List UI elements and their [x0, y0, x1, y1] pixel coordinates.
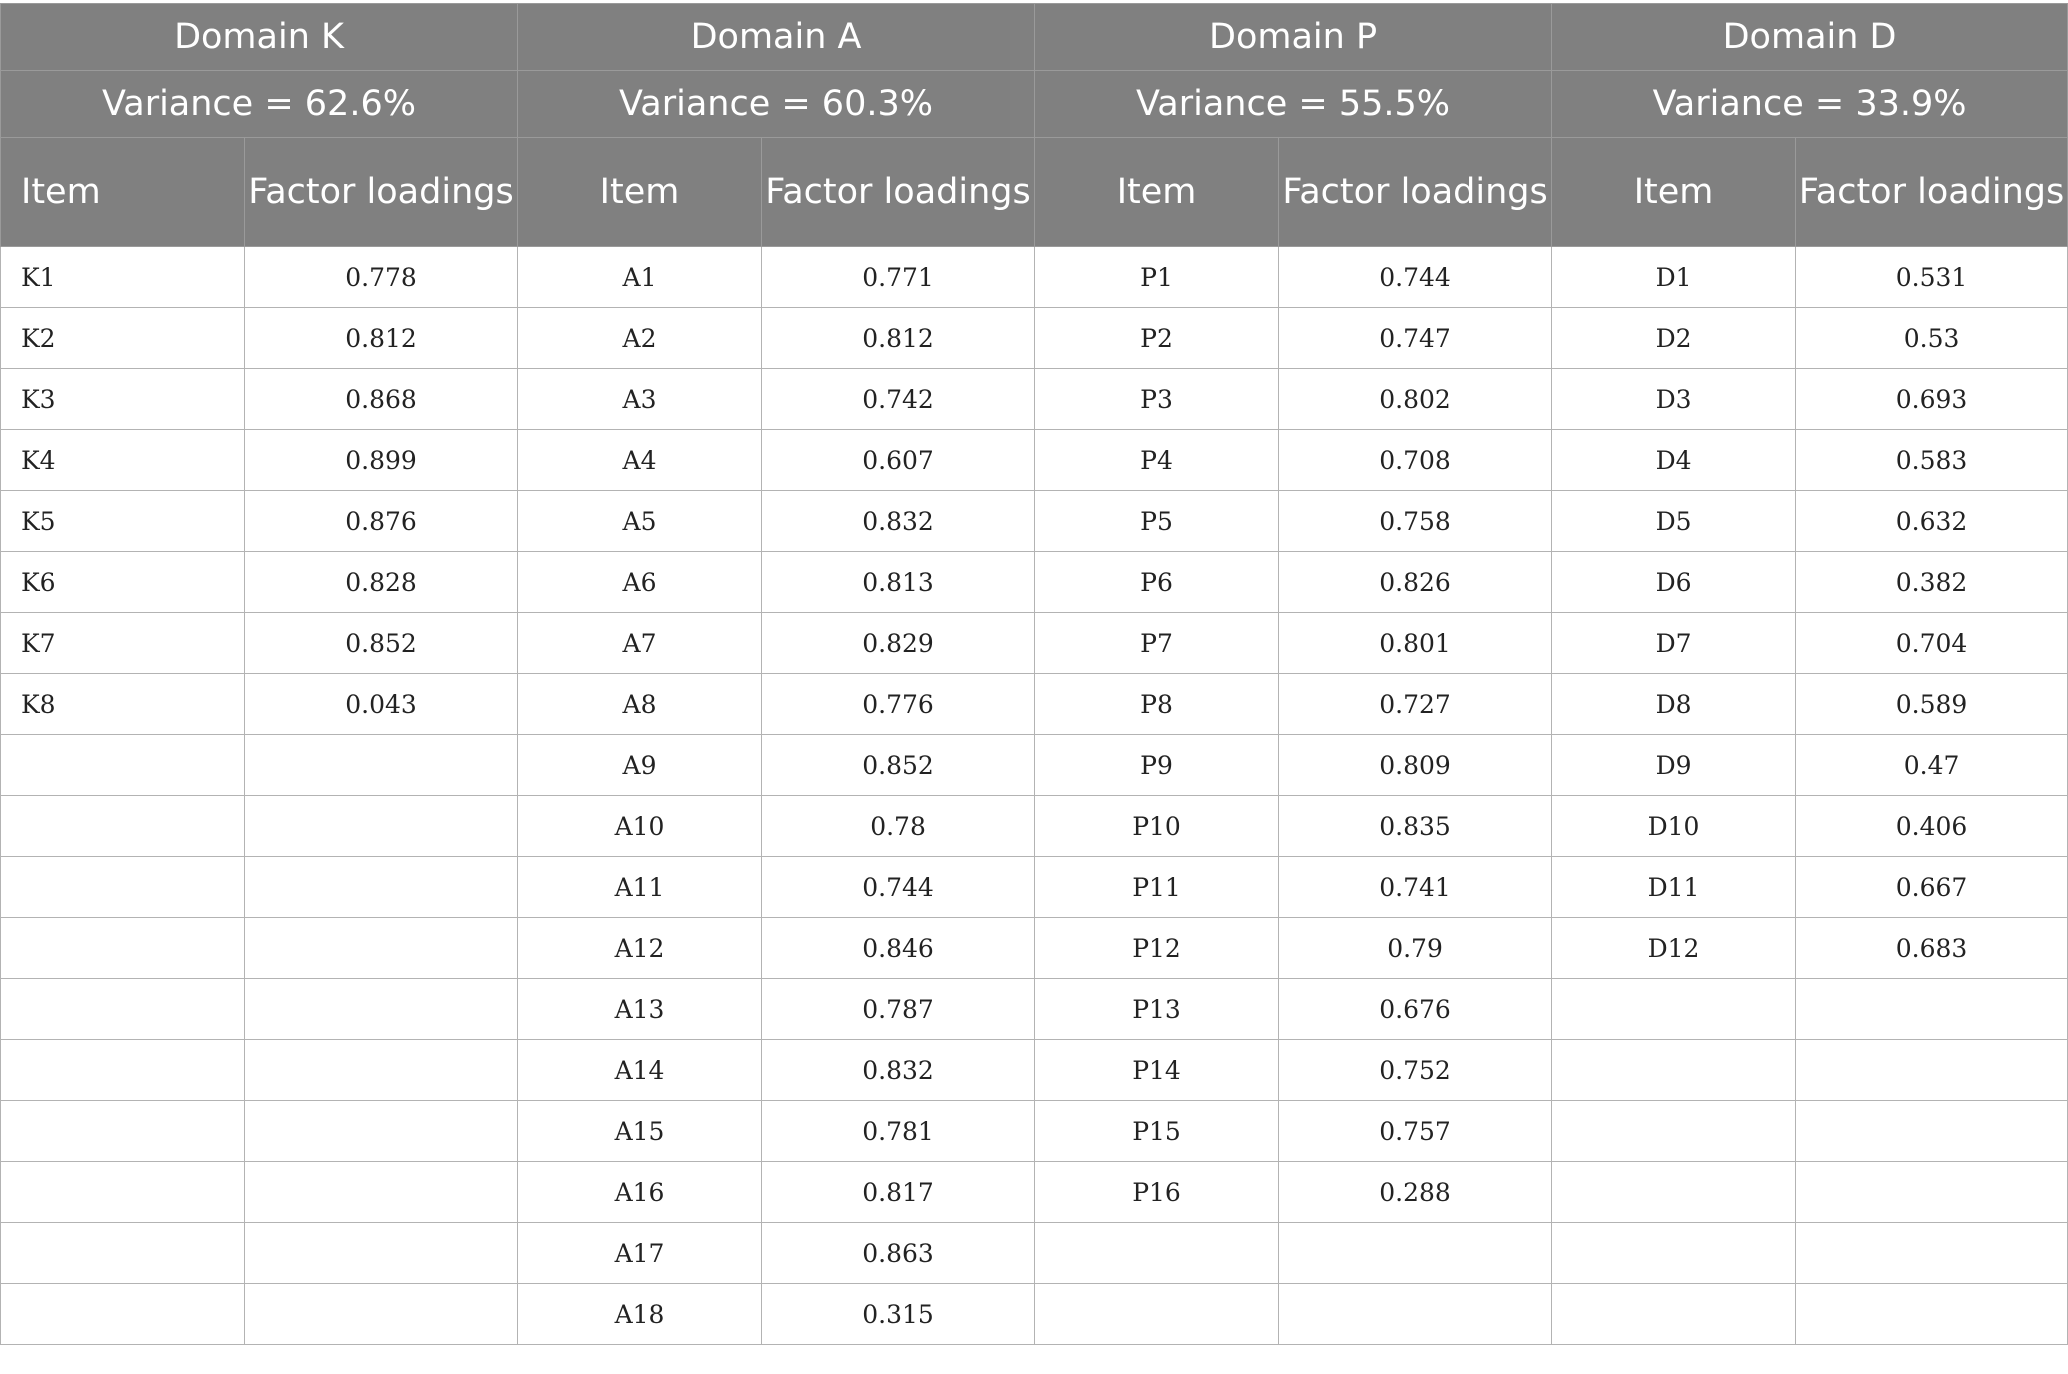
item-cell: D3: [1552, 369, 1796, 430]
item-cell: [1, 918, 245, 979]
item-cell: D11: [1552, 857, 1796, 918]
item-cell: [1035, 1223, 1279, 1284]
item-cell: A10: [518, 796, 762, 857]
item-cell: A12: [518, 918, 762, 979]
table-row: [1, 1101, 2068, 1162]
table-row: [1, 552, 2068, 613]
item-cell: K4: [1, 430, 245, 491]
column-header-item: Item: [518, 138, 762, 247]
item-cell: A2: [518, 308, 762, 369]
item-cell: K8: [1, 674, 245, 735]
factor-loading-cell: 0.667: [1796, 857, 2068, 918]
table-row: [1, 1040, 2068, 1101]
column-header-item: Item: [1, 138, 245, 247]
factor-loading-cell: [245, 918, 518, 979]
factor-loading-cell: 0.778: [245, 247, 518, 308]
factor-loading-cell: 0.809: [1279, 735, 1552, 796]
factor-loading-cell: [1796, 1223, 2068, 1284]
factor-loading-cell: [245, 1101, 518, 1162]
factor-loading-cell: 0.802: [1279, 369, 1552, 430]
factor-loading-cell: 0.741: [1279, 857, 1552, 918]
item-cell: P3: [1035, 369, 1279, 430]
factor-loading-cell: [1796, 1284, 2068, 1345]
factor-loading-cell: 0.813: [762, 552, 1035, 613]
factor-loading-cell: 0.589: [1796, 674, 2068, 735]
item-cell: A17: [518, 1223, 762, 1284]
table-row: [1, 735, 2068, 796]
factor-loading-cell: 0.832: [762, 491, 1035, 552]
factor-loading-cell: [245, 979, 518, 1040]
item-cell: P10: [1035, 796, 1279, 857]
factor-loading-cell: 0.752: [1279, 1040, 1552, 1101]
factor-loading-cell: [1796, 1101, 2068, 1162]
factor-loading-cell: 0.382: [1796, 552, 2068, 613]
item-cell: D4: [1552, 430, 1796, 491]
factor-loading-cell: 0.812: [762, 308, 1035, 369]
factor-loading-cell: 0.771: [762, 247, 1035, 308]
column-header-item: Item: [1035, 138, 1279, 247]
item-cell: A6: [518, 552, 762, 613]
item-cell: [1552, 1162, 1796, 1223]
item-cell: P16: [1035, 1162, 1279, 1223]
item-cell: K2: [1, 308, 245, 369]
factor-loading-cell: [245, 735, 518, 796]
item-cell: P2: [1035, 308, 1279, 369]
domain-d-variance: Variance = 33.9%: [1552, 71, 2068, 138]
item-cell: A11: [518, 857, 762, 918]
item-cell: K6: [1, 552, 245, 613]
table-row: [1, 430, 2068, 491]
factor-loading-cell: 0.781: [762, 1101, 1035, 1162]
factor-loading-cell: 0.53: [1796, 308, 2068, 369]
item-cell: [1, 1101, 245, 1162]
domain-k-variance: Variance = 62.6%: [1, 71, 518, 138]
factor-loading-cell: 0.758: [1279, 491, 1552, 552]
factor-loading-cell: 0.693: [1796, 369, 2068, 430]
factor-loading-cell: [1279, 1223, 1552, 1284]
factor-loading-cell: [245, 1040, 518, 1101]
item-cell: A16: [518, 1162, 762, 1223]
factor-loading-cell: 0.787: [762, 979, 1035, 1040]
item-cell: [1, 735, 245, 796]
item-cell: P13: [1035, 979, 1279, 1040]
item-cell: [1552, 979, 1796, 1040]
table-row: [1, 918, 2068, 979]
factor-loading-cell: 0.846: [762, 918, 1035, 979]
factor-loading-cell: 0.79: [1279, 918, 1552, 979]
item-cell: P12: [1035, 918, 1279, 979]
domain-p-title: Domain P: [1035, 4, 1552, 71]
factor-loading-cell: 0.043: [245, 674, 518, 735]
factor-loading-cell: 0.817: [762, 1162, 1035, 1223]
item-cell: [1552, 1101, 1796, 1162]
table-row: [1, 247, 2068, 308]
item-cell: D9: [1552, 735, 1796, 796]
item-cell: K1: [1, 247, 245, 308]
factor-loading-cell: [245, 1223, 518, 1284]
item-cell: D1: [1552, 247, 1796, 308]
table-row: [1, 796, 2068, 857]
item-cell: A18: [518, 1284, 762, 1345]
factor-loading-cell: 0.776: [762, 674, 1035, 735]
item-cell: A14: [518, 1040, 762, 1101]
factor-loading-cell: 0.607: [762, 430, 1035, 491]
table-row: [1, 979, 2068, 1040]
item-cell: P14: [1035, 1040, 1279, 1101]
table-row: [1, 857, 2068, 918]
factor-loading-cell: 0.708: [1279, 430, 1552, 491]
factor-loading-cell: 0.835: [1279, 796, 1552, 857]
factor-loading-cell: 0.742: [762, 369, 1035, 430]
item-cell: A3: [518, 369, 762, 430]
table-body: [1, 247, 2068, 1345]
table-row: [1, 1223, 2068, 1284]
factor-loading-cell: 0.852: [245, 613, 518, 674]
factor-loading-cell: 0.288: [1279, 1162, 1552, 1223]
factor-loading-cell: 0.757: [1279, 1101, 1552, 1162]
factor-loading-cell: 0.727: [1279, 674, 1552, 735]
factor-loading-cell: 0.828: [245, 552, 518, 613]
factor-loading-cell: 0.744: [1279, 247, 1552, 308]
item-cell: P8: [1035, 674, 1279, 735]
item-cell: D12: [1552, 918, 1796, 979]
factor-loading-cell: 0.812: [245, 308, 518, 369]
factor-loading-cell: 0.744: [762, 857, 1035, 918]
factor-loading-cell: 0.531: [1796, 247, 2068, 308]
item-cell: P4: [1035, 430, 1279, 491]
column-header-factor-loadings: Factor loadings: [1796, 138, 2068, 247]
factor-loading-cell: 0.704: [1796, 613, 2068, 674]
item-cell: K5: [1, 491, 245, 552]
factor-loading-cell: [1796, 1040, 2068, 1101]
item-cell: P11: [1035, 857, 1279, 918]
item-cell: D2: [1552, 308, 1796, 369]
domain-a-variance: Variance = 60.3%: [518, 71, 1035, 138]
item-cell: D5: [1552, 491, 1796, 552]
item-cell: D6: [1552, 552, 1796, 613]
factor-loading-cell: 0.683: [1796, 918, 2068, 979]
variance-header-row: [1, 71, 2068, 138]
item-cell: D7: [1552, 613, 1796, 674]
table-row: [1, 369, 2068, 430]
item-cell: P6: [1035, 552, 1279, 613]
domain-p-variance: Variance = 55.5%: [1035, 71, 1552, 138]
factor-loading-cell: 0.676: [1279, 979, 1552, 1040]
item-cell: A8: [518, 674, 762, 735]
factor-loading-cell: [245, 1162, 518, 1223]
table-row: [1, 1284, 2068, 1345]
item-cell: [1, 1162, 245, 1223]
column-header-factor-loadings: Factor loadings: [762, 138, 1035, 247]
item-cell: A9: [518, 735, 762, 796]
factor-loading-cell: [1796, 1162, 2068, 1223]
item-cell: [1, 1223, 245, 1284]
item-cell: A13: [518, 979, 762, 1040]
factor-loading-cell: 0.406: [1796, 796, 2068, 857]
item-cell: [1035, 1284, 1279, 1345]
factor-loading-cell: 0.863: [762, 1223, 1035, 1284]
table-row: [1, 308, 2068, 369]
item-cell: [1, 1040, 245, 1101]
factor-loading-cell: 0.747: [1279, 308, 1552, 369]
factor-loading-cell: 0.868: [245, 369, 518, 430]
item-cell: P15: [1035, 1101, 1279, 1162]
factor-loading-cell: 0.852: [762, 735, 1035, 796]
domain-k-title: Domain K: [1, 4, 518, 71]
item-cell: [1552, 1040, 1796, 1101]
item-cell: P9: [1035, 735, 1279, 796]
item-cell: P7: [1035, 613, 1279, 674]
factor-loading-cell: 0.801: [1279, 613, 1552, 674]
table-row: [1, 674, 2068, 735]
column-header-row: [1, 138, 2068, 247]
item-cell: [1, 796, 245, 857]
factor-loadings-table: [0, 3, 2068, 1345]
item-cell: [1, 979, 245, 1040]
item-cell: [1552, 1223, 1796, 1284]
factor-loading-cell: 0.632: [1796, 491, 2068, 552]
item-cell: K7: [1, 613, 245, 674]
item-cell: D8: [1552, 674, 1796, 735]
item-cell: [1, 1284, 245, 1345]
column-header-factor-loadings: Factor loadings: [1279, 138, 1552, 247]
item-cell: A15: [518, 1101, 762, 1162]
item-cell: D10: [1552, 796, 1796, 857]
factor-loading-cell: 0.47: [1796, 735, 2068, 796]
factor-loading-cell: [245, 796, 518, 857]
item-cell: P1: [1035, 247, 1279, 308]
table-row: [1, 613, 2068, 674]
item-cell: [1, 857, 245, 918]
factor-loading-cell: 0.826: [1279, 552, 1552, 613]
column-header-factor-loadings: Factor loadings: [245, 138, 518, 247]
item-cell: A1: [518, 247, 762, 308]
item-cell: A7: [518, 613, 762, 674]
factor-loading-cell: [245, 1284, 518, 1345]
factor-loading-cell: [1279, 1284, 1552, 1345]
factor-loading-cell: 0.832: [762, 1040, 1035, 1101]
domain-header-row: [1, 4, 2068, 71]
domain-a-title: Domain A: [518, 4, 1035, 71]
factor-loading-cell: 0.78: [762, 796, 1035, 857]
factor-loading-cell: 0.899: [245, 430, 518, 491]
item-cell: K3: [1, 369, 245, 430]
factor-loading-cell: [1796, 979, 2068, 1040]
factor-loading-cell: 0.315: [762, 1284, 1035, 1345]
table-row: [1, 1162, 2068, 1223]
table-row: [1, 491, 2068, 552]
item-cell: [1552, 1284, 1796, 1345]
item-cell: A4: [518, 430, 762, 491]
factor-loading-cell: 0.583: [1796, 430, 2068, 491]
domain-d-title: Domain D: [1552, 4, 2068, 71]
factor-loading-cell: [245, 857, 518, 918]
factor-loading-cell: 0.829: [762, 613, 1035, 674]
item-cell: P5: [1035, 491, 1279, 552]
column-header-item: Item: [1552, 138, 1796, 247]
factor-loading-cell: 0.876: [245, 491, 518, 552]
item-cell: A5: [518, 491, 762, 552]
